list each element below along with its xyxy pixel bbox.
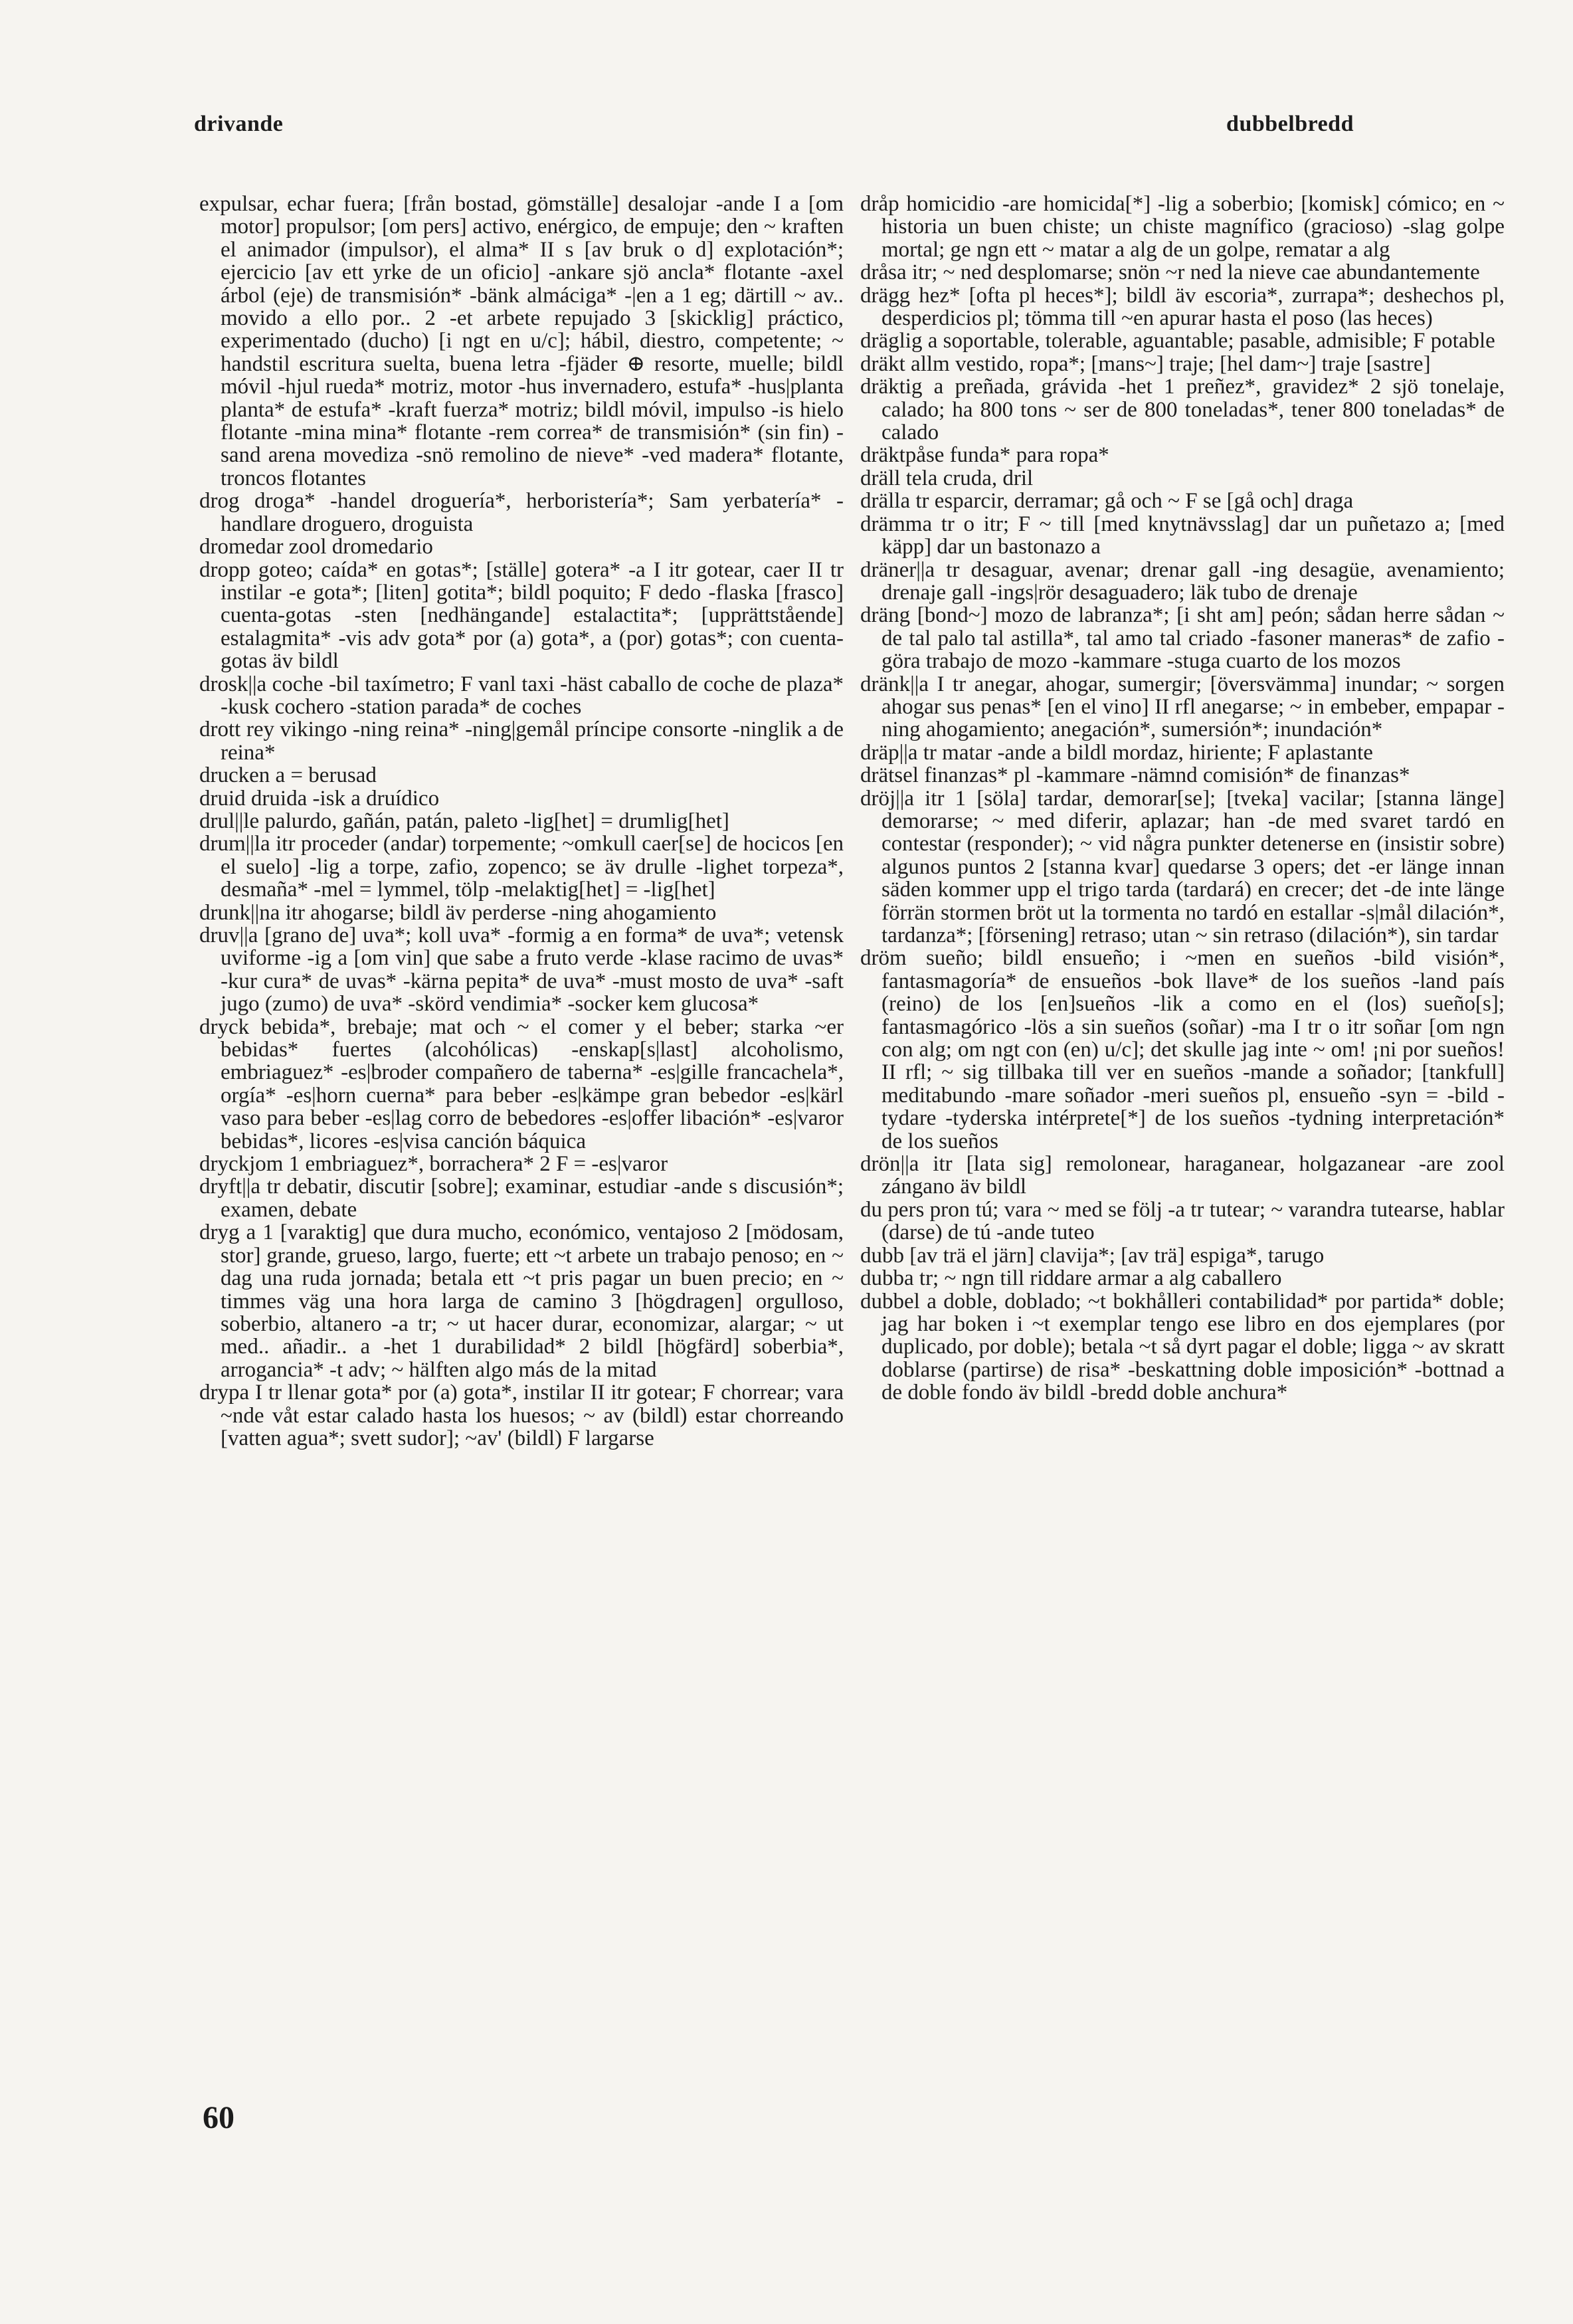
running-head-right: dubbelbredd xyxy=(1226,112,1354,136)
entry-drang: dräng [bond~] mozo de labranza*; [i sht am] peón; sådan herre sådan ~ de tal palo tal astilla*, tal amo tal criado -fasoner maneras* de zafio -göra trabajo de mozo -kammare -stuga cuarto de los mozos xyxy=(860,603,1505,674)
entry-drulle: drul||le palurdo, gañán, patán, paleto -lig[het] = drumlig[het] xyxy=(199,809,729,833)
entry-drumla: drum||la itr proceder (andar) torpemente; ~omkull caer[se] de hocicos [en el suelo] -lig a torpe, zafio, zopenco; se äv drulle -lighet torpeza*, desmaña* -mel = lymmel, tölp -melaktig[het] = -lig[het] xyxy=(199,832,844,902)
left-column xyxy=(199,193,844,1450)
entry-druva: druv||a [grano de] uva*; koll uva* -formig a en forma* de uva*; vetensk uviforme -ig a [om vin] que sabe a fruto verde -klase racimo de uvas* -kur cura* de uvas* -kärna pepita* de uva* -must mosto de uva* -saft jugo (zumo) de uva* -skörd vendimia* -socker kem glucosa* xyxy=(199,923,844,1017)
entry-droska: drosk||a coche -bil taxímetro; F vanl taxi -häst caballo de coche de plaza* -kusk cochero -station parada* de coches xyxy=(199,672,844,719)
entry-drivande-cont: expulsar, echar fuera; [från bostad, gömställe] desalojar -ande I a [om motor] propulsor; [om pers] activo, enérgico, de empuje; den ~ kraften el animador (impulsor), el alma* II s [av bruk o d] explotación*; ejercicio [av ett yrke de un oficio] -ankare sjö ancla* flotante -axel árbol (eje) de transmisión* -bänk almáciga* -|en a 1 eg; därtill ~ av.. movido a ello por.. 2 -et arbete repujado 3 [skicklig] práctico, experimentado (ducho) [i ngt en u/c]; hábil, diestro, competente; ~ handstil escritura suelta, buena letra -fjäder ⊕ resorte, muelle; bildl móvil -hjul rueda* motriz, motor -hus invernadero, estufa* -hus|planta planta* de estufa* -kraft fuerza* motriz; bildl móvil, impulso -is hielo flotante -mina mina* flotante -rem correa* de transmisión* (sin fin) -sand arena movediza -snö remolino de nieve* -ved madera* flotante, troncos flotantes xyxy=(199,192,844,490)
entry-draktig: dräktig a preñada, grávida -het 1 preñez*, gravidez* 2 sjö tonelaje, calado; ha 800 tons ~ ser de 800 toneladas*, tener 800 toneladas* de calado xyxy=(860,375,1505,445)
entry-dryckjom: dryckjom 1 embriaguez*, borrachera* 2 F = -es|varor xyxy=(199,1152,668,1177)
entry-drap: dråp homicidio -are homicida[*] -lig a soberbio; [komisk] cómico; en ~ historia un buen chiste; un chiste magnífico (gracioso) -slag golpe mortal; ge ngn ett ~ matar a alg de un golpe, rematar a alg xyxy=(860,192,1505,262)
entry-dramma: drämma tr o itr; F ~ till [med knytnävsslag] dar un puñetazo a; [med käpp] dar un bastonazo a xyxy=(860,512,1505,559)
entry-dragg: drägg hez* [ofta pl heces*]; bildl äv escoria*, zurrapa*; deshechos pl, desperdicios pl; tömma till ~en apurar hasta el poso (las heces) xyxy=(860,283,1505,331)
entry-dranka: dränk||a I tr anegar, ahogar, sumergir; [översvämma] inundar; ~ sorgen ahogar sus penas* [en el vino] II rfl anegarse; ~ in embeber, empapar -ning ahogamiento; anegación*, sumersión*; inundación* xyxy=(860,672,1505,742)
entry-dryck: dryck bebida*, brebaje; mat och ~ el comer y el beber; starka ~er bebidas* fuertes (alcohólicas) -enskap[s|last] alcoholismo, embriaguez* -es|broder compañero de taberna* -es|gille francachela*, orgía* -es|horn cuerna* para beber -es|kämpe gran bebedor -es|kärl vaso para beber -es|lag corro de bebedores -es|offer libación* -es|varor bebidas*, licores -es|visa canción báquica xyxy=(199,1015,844,1153)
entry-dryfta: dryft||a tr debatir, discutir [sobre]; examinar, estudiar -ande s discusión*; examen, debate xyxy=(199,1175,844,1222)
entry-draglig: dräglig a soportable, tolerable, aguantable; pasable, admisible; F potable xyxy=(860,329,1495,353)
entry-drom: dröm sueño; bildl ensueño; i ~men en sueños -bild visión*, fantasmagoría* de ensueños -bok llave* de los sueños -land país (reino) de los [en]sueños -lik a como en el (los) sueño[s]; fantasmagórico -lös a sin sueños (soñar) -ma I tr o itr soñar [om ngn con alg; om ngt con (en) u/c]; det skulle jag inte ~ om! ¡ni por sueños! II rfl; ~ sig tillbaka till ver en sueños -mande a soñador; [tankfull] meditabundo -mare soñador -meri sueños pl, ensueño -syn = -bild -tydare -tyderska intérprete[*] de los sueños -tydning interpretación* de los sueños xyxy=(860,946,1505,1153)
entry-drog: drog droga* -handel droguería*, herboristería*; Sam yerbatería* -handlare droguero, droguista xyxy=(199,489,844,536)
entry-du: du pers pron tú; vara ~ med se följ -a tr tutear; ~ varandra tutearse, hablar (darse) de tú -ande tuteo xyxy=(860,1197,1505,1245)
entry-dranera: dräner||a tr desaguar, avenar; drenar gall -ing desagüe, avenamiento; drenaje gall -ings|rör desaguadero; läk tubo de drenaje xyxy=(860,557,1505,605)
entry-dromedar: dromedar zool dromedario xyxy=(199,535,433,559)
entry-dubba: dubba tr; ~ ngn till riddare armar a alg caballero xyxy=(860,1266,1282,1291)
entry-dryg: dryg a 1 [varaktig] que dura mucho, económico, ventajoso 2 [mödosam, stor] grande, grueso, largo, fuerte; ett ~t arbete un trabajo penoso; en ~ dag una ruda jornada; betala ett ~t pris pagar un buen precio; en ~ timmes väg una hora larga de camino 3 [högdragen] orgulloso, soberbio, altanero -a tr; ~ ut hacer durar, economizar, alargar; ~ ut med.. añadir.. a -het 1 durabilidad* 2 bildl [högfärd] soberbia*, arrogancia* -t adv; ~ hälften algo más de la mitad xyxy=(199,1220,844,1382)
entry-drasa: dråsa itr; ~ ned desplomarse; snön ~r ned la nieve cae abundantemente xyxy=(860,260,1480,285)
entry-drapa: dräp||a tr matar -ande a bildl mordaz, hiriente; F aplastante xyxy=(860,740,1373,765)
entry-draktpase: dräktpåse funda* para ropa* xyxy=(860,443,1109,468)
entry-dubb: dubb [av trä el järn] clavija*; [av trä] espiga*, tarugo xyxy=(860,1243,1325,1268)
entry-drunkna: drunk||na itr ahogarse; bildl äv perderse -ning ahogamiento xyxy=(199,900,717,925)
entry-drall: dräll tela cruda, dril xyxy=(860,466,1034,490)
entry-dubbel: dubbel a doble, doblado; ~t bokhålleri contabilidad* por partida* doble; jag har boken i ~t exemplar tengo ese libro en dos ejemplares (por duplicado, por doble); betala ~t så dyrt pagar el doble; ligga ~ av skratt doblarse (partirse) de risa* -beskattning doble imposición* -bottnad a de doble fondo äv bildl -bredd doble anchura* xyxy=(860,1289,1505,1405)
entry-drojja: dröj||a itr 1 [söla] tardar, demorar[se]; [tveka] vacilar; [stanna länge] demorarse; ~ med diferir, aplazar; han -de med svaret tardó en contestar (responder); ~ vid några punkter detenerse en (insistir sobre) algunos puntos 2 [stanna kvar] quedarse 3 opers; det -er länge innan säden kommer upp el trigo tarda (tardará) en crecer; det -de inte länge förrän stormen bröt ut la tormenta no tardó en estallar -s|mål dilación*, tardanza*; [försening] retraso; utan ~ sin retraso (dilación*), sin tardar xyxy=(860,786,1505,947)
entry-dralla: drälla tr esparcir, derramar; gå och ~ F se [gå och] draga xyxy=(860,489,1354,514)
entry-drott: drott rey vikingo -ning reina* -ning|gemål príncipe consorte -ninglik a de reina* xyxy=(199,718,844,765)
entry-drucken: drucken a = berusad xyxy=(199,763,377,788)
entry-dratsel: drätsel finanzas* pl -kammare -nämnd comisión* de finanzas* xyxy=(860,763,1410,788)
entry-drakt: dräkt allm vestido, ropa*; [mans~] traje; [hel dam~] traje [sastre] xyxy=(860,351,1431,376)
right-column xyxy=(860,193,1505,1404)
entry-dropp: dropp goteo; caída* en gotas*; [ställe] gotera* -a I itr gotear, caer II tr instilar -e gota*; [liten] gotita*; bildl poquito; F dedo -flaska [frasco] cuenta-gotas -sten [nedhängande] estalactita*; [upprättstående] estalagmita* -vis adv gota* por (a) gota*, a (por) gotas*; con cuenta-gotas äv bildl xyxy=(199,557,844,674)
entry-druid: druid druida -isk a druídico xyxy=(199,786,440,811)
running-head-left: drivande xyxy=(194,112,284,136)
entry-drypa: drypa I tr llenar gota* por (a) gota*, instilar II itr gotear; F chorrear; vara ~nde våt estar calado hasta los huesos; ~ av (bildl) estar chorreando [vatten agua*; svett sudor]; ~av' (bildl) F largarse xyxy=(199,1381,844,1450)
page-number: 60 xyxy=(203,2100,234,2135)
entry-drona: drön||a itr [lata sig] remolonear, haraganear, holgazanear -are zool zángano äv bildl xyxy=(860,1152,1505,1199)
